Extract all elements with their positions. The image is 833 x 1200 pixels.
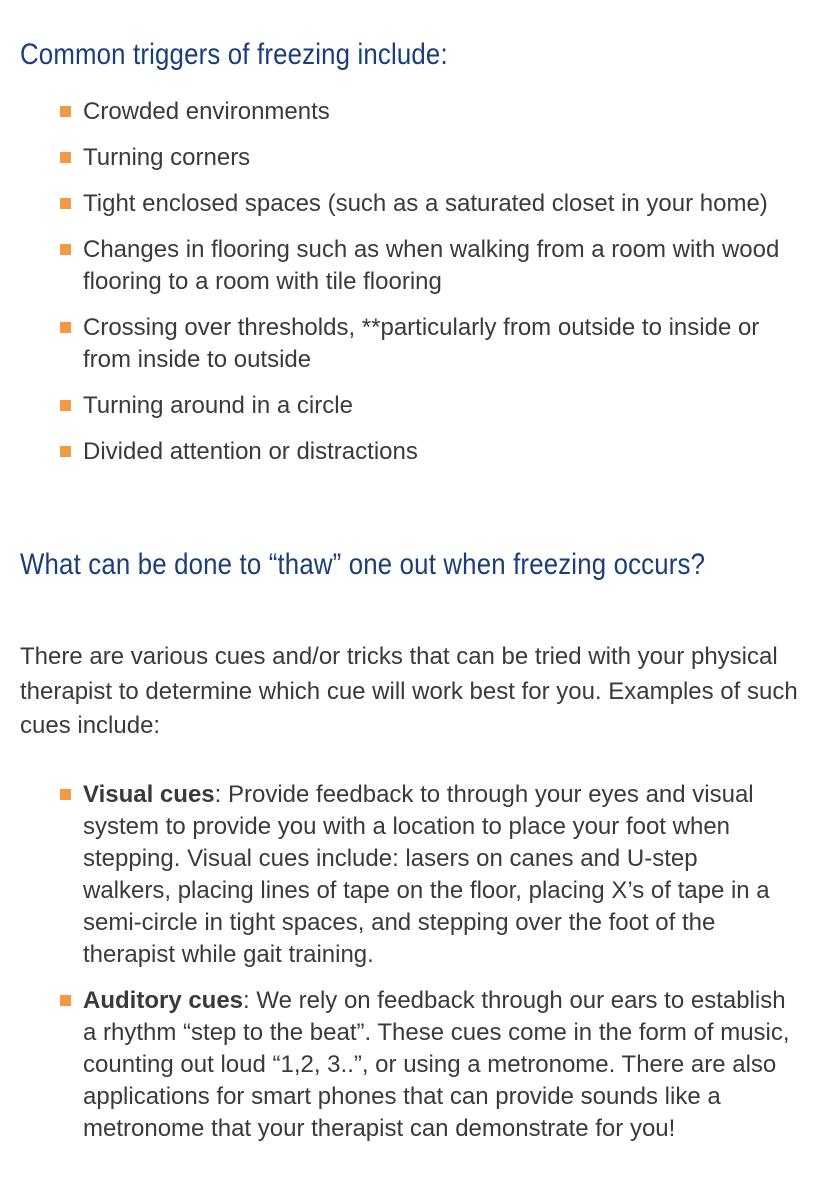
list-item — [0, 985, 790, 1145]
list-item — [0, 188, 790, 220]
list-item — [0, 312, 790, 376]
bullet-square-icon — [60, 322, 71, 333]
trigger-text: Crowded environments — [83, 98, 330, 125]
bullet-square-icon — [60, 995, 71, 1006]
list-item — [0, 142, 790, 174]
bullet-square-icon — [60, 106, 71, 117]
cue-description: : We rely on feedback through our ears to establish a rhythm “step to the beat”. These cues come in the form of music, counting out loud “1,2, 3..”, or using a metronome. There are also applications for smart phones that can provide sounds like a metronome that your therapist can demonstrate for you! — [83, 987, 790, 1142]
bullet-square-icon — [60, 244, 71, 255]
cue-term: Auditory cues — [83, 987, 244, 1014]
trigger-text: Turning corners — [83, 144, 251, 171]
trigger-text: Tight enclosed spaces (such as a saturated closet in your home) — [83, 190, 768, 217]
bullet-square-icon — [60, 400, 71, 411]
list-item — [0, 779, 790, 971]
triggers-heading: Common triggers of freezing include: — [20, 38, 448, 71]
cue-term: Visual cues — [83, 781, 215, 808]
bullet-square-icon — [60, 789, 71, 800]
list-item — [0, 234, 790, 298]
bullet-square-icon — [60, 152, 71, 163]
intro-paragraph: There are various cues and/or tricks that can be tried with your physical therapist to determine which cue will work best for you. Examples of such cues include: — [20, 643, 798, 739]
bullet-square-icon — [60, 446, 71, 457]
list-item — [0, 436, 790, 468]
bullet-square-icon — [60, 198, 71, 209]
cue-description: : Provide feedback to through your eyes and visual system to provide you with a location to place your foot when stepping. Visual cues include: lasers on canes and U-step walkers, placing lines of tape on the floor, placing X’s of tape in a semi-circle in tight spaces, and stepping over the foot of the therapist while gait training. — [83, 781, 770, 968]
thaw-heading: What can be done to “thaw” one out when freezing occurs? — [20, 548, 706, 581]
trigger-text: Crossing over thresholds, **particularly from outside to inside or from inside to outside — [83, 314, 760, 373]
cues-list — [0, 779, 790, 1159]
trigger-text: Changes in flooring such as when walking from a room with wood flooring to a room with tile flooring — [83, 236, 780, 295]
list-item — [0, 96, 790, 128]
list-item — [0, 390, 790, 422]
triggers-list — [0, 96, 790, 482]
trigger-text: Divided attention or distractions — [83, 438, 418, 465]
trigger-text: Turning around in a circle — [83, 392, 353, 419]
